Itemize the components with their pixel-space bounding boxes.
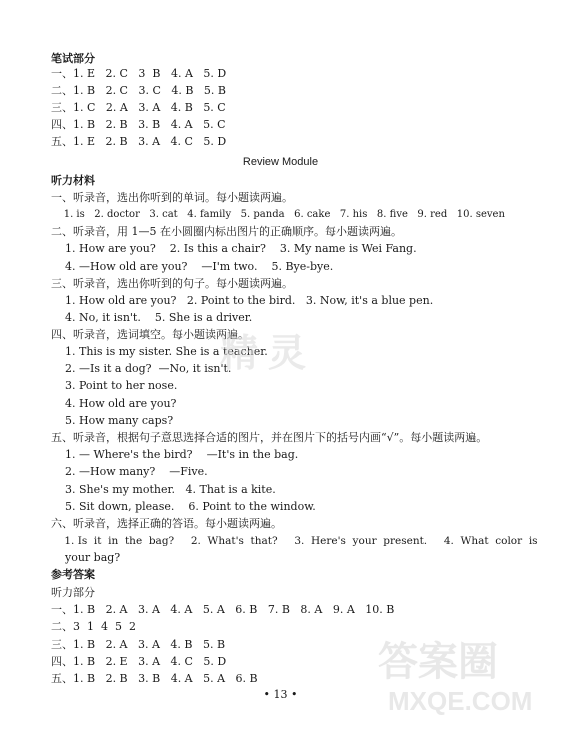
written-section-title: 笔试部分	[51, 52, 95, 65]
listening-line: 2. —How many? —Five.	[51, 465, 208, 478]
listening-line: 2. —Is it a dog? —No, it isn't.	[51, 362, 232, 375]
page-number: • 13 •	[263, 688, 298, 701]
written-answer-line: 二、1. B 2. C 3. C 4. B 5. B	[51, 84, 227, 97]
answer-key-title: 参考答案	[51, 568, 95, 581]
written-answer-line: 五、1. E 2. B 3. A 4. C 5. D	[51, 135, 227, 148]
written-answer-line: 一、1. E 2. C 3 B 4. A 5. D	[51, 67, 227, 80]
listening-line: 1. This is my sister. She is a teacher.	[51, 345, 268, 358]
written-answer-line: 四、1. B 2. B 3. B 4. A 5. C	[51, 118, 226, 131]
listening-line: 4. How old are you?	[51, 397, 177, 410]
listening-line: 五、听录音，根据句子意思选择合适的图片，并在图片下的括号内画“√”。每小题读两遍。	[51, 431, 488, 444]
listening-line: 1. How are you? 2. Is this a chair? 3. My name is Wei Fang.	[51, 242, 417, 255]
listening-line: 1. — Where's the bird? —It's in the bag.	[51, 448, 299, 461]
answer-key-subtitle: 听力部分	[51, 586, 95, 599]
answer-line: 二、3 1 4 5 2	[51, 620, 136, 633]
listening-line: 四、听录音，选词填空。每小题读两遍。	[51, 328, 249, 341]
listening-line: 5. How many caps?	[51, 414, 174, 427]
listening-line: 1. Is it in the bag? 2. What's that? 3. Here's your present. 4. What color is	[51, 535, 538, 547]
listening-line: 4. —How old are you? —I'm two. 5. Bye-bye.	[51, 260, 334, 273]
listening-materials-title: 听力材料	[51, 174, 95, 187]
answer-line: 四、1. B 2. E 3. A 4. C 5. D	[51, 655, 227, 668]
answer-line: 一、1. B 2. A 3. A 4. A 5. A 6. B 7. B 8. A 9. A 10. B	[51, 603, 395, 616]
listening-line: 六、听录音，选择正确的答语。每小题读两遍。	[51, 517, 282, 530]
listening-line: 一、听录音，选出你听到的单词。每小题读两遍。	[51, 191, 293, 204]
listening-line: your bag?	[51, 551, 121, 564]
listening-line: 三、听录音，选出你听到的句子。每小题读两遍。	[51, 277, 293, 290]
watermark-logo: 答案圈	[378, 639, 498, 685]
listening-line: 1. How old are you? 2. Point to the bird. 3. Now, it's a blue pen.	[51, 294, 434, 307]
listening-line: 5. Sit down, please. 6. Point to the window.	[51, 500, 316, 513]
watermark-url: MXQE.COM	[388, 686, 533, 716]
answer-line: 五、1. B 2. B 3. B 4. A 5. A 6. B	[51, 672, 258, 685]
module-title: Review Module	[242, 156, 319, 168]
listening-line: 3. She's my mother. 4. That is a kite.	[51, 483, 276, 496]
listening-line: 1. is 2. doctor 3. cat 4. family 5. panda 6. cake 7. his 8. five 9. red 10. seven	[51, 209, 505, 220]
listening-line: 3. Point to her nose.	[51, 379, 178, 392]
listening-line: 4. No, it isn't. 5. She is a driver.	[51, 311, 253, 324]
written-answer-line: 三、1. C 2. A 3. A 4. B 5. C	[51, 101, 226, 114]
listening-line: 二、听录音，用 1—5 在小圆圈内标出图片的正确顺序。每小题读两遍。	[51, 225, 402, 238]
watermark-text: 精灵	[220, 331, 317, 375]
answer-line: 三、1. B 2. A 3. A 4. B 5. B	[51, 638, 226, 651]
